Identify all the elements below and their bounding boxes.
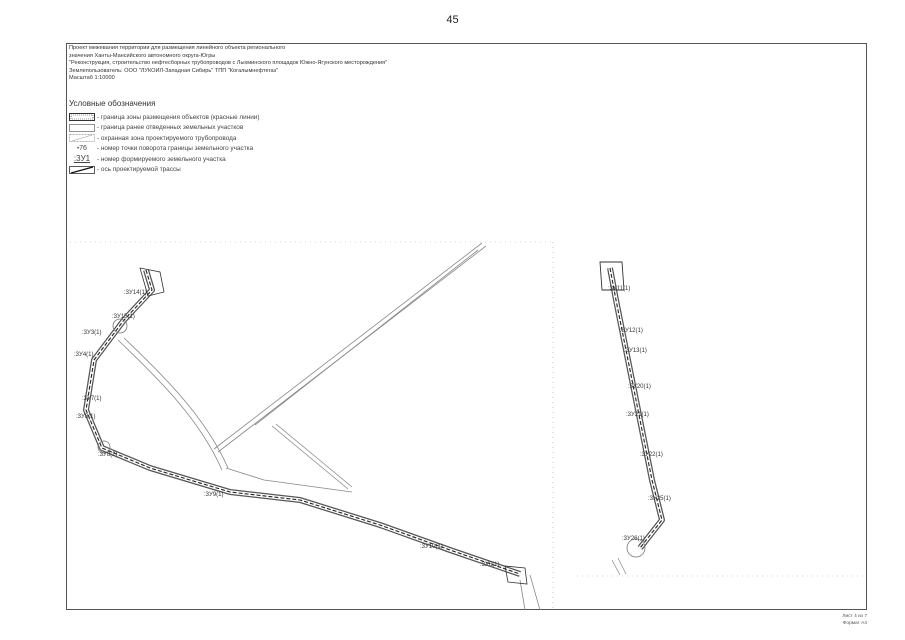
- header-line: "Реконструкция, строительство нефтесборных трубопроводов с Лыхминского площадок Южно-Ягунского месторождения": [69, 60, 388, 67]
- right-route-corridor: [600, 262, 662, 575]
- parcel-label: :3У14(1): [124, 290, 147, 296]
- parcel-label: :3У11(1): [608, 286, 631, 292]
- legend-label: - граница ранее отведенных земельных участков: [97, 124, 244, 132]
- parcel-label: :3У9(1): [204, 492, 224, 498]
- legend-label: - номер точки поворота границы земельного участка: [97, 145, 254, 153]
- sheet-footer: [842, 614, 867, 627]
- parcel-label: :3У21(1): [626, 412, 649, 418]
- legend-label: - ось проектируемой трассы: [97, 166, 181, 174]
- page-number: 45: [446, 14, 459, 26]
- header-line: Землепользователь: ООО "ЛУКОЙЛ-Западная Сибирь" ТПП "Когалымнефтегаз": [69, 67, 279, 74]
- parcel-label: :3У6(1): [480, 562, 500, 568]
- parcel-label: :3У3(1): [82, 330, 102, 336]
- header-line: Проект межевания территории для размещения линейного объекта регионального: [69, 45, 286, 51]
- legend-title: Условные обозначения: [69, 99, 156, 108]
- legend-label: - номер формируемого земельного участка: [97, 155, 226, 163]
- left-route-corridor: [86, 268, 527, 584]
- parcel-label: :3У8(2): [98, 452, 118, 458]
- existing-roads: [118, 243, 540, 610]
- legend-label: - охранная зона проектируемого трубопровода: [97, 134, 237, 142]
- parcel-label: :3У7(1): [82, 396, 102, 402]
- turn-point-icon: •76: [77, 144, 87, 152]
- parcel-label: :3У22(1): [640, 452, 663, 458]
- sheet-format: Формат А4: [842, 620, 867, 626]
- parcel-label: :3У12(1): [620, 328, 643, 334]
- parcel-label: :3У15(1): [112, 314, 135, 320]
- parcel-label: :3У26(1): [622, 536, 645, 542]
- header-line: значения Ханты-Мансийского автономного округа-Югры: [69, 52, 216, 59]
- header-line: Масштаб 1:10000: [69, 75, 115, 82]
- parcel-number-icon: :3У1: [73, 154, 91, 164]
- parcel-label: :3У25(1): [648, 496, 671, 502]
- parcel-label: :3У13(1): [624, 348, 647, 354]
- parcel-label: :3У10(1): [420, 544, 443, 550]
- parcel-label: :3У20(1): [628, 384, 651, 390]
- sheet-number: Лист 4 из 7: [842, 614, 867, 619]
- parcel-label: :3У4(1): [74, 352, 94, 358]
- legend-label: - граница зоны размещения объектов (красные линии): [97, 113, 260, 121]
- parcel-label: :3У8(1): [76, 414, 96, 420]
